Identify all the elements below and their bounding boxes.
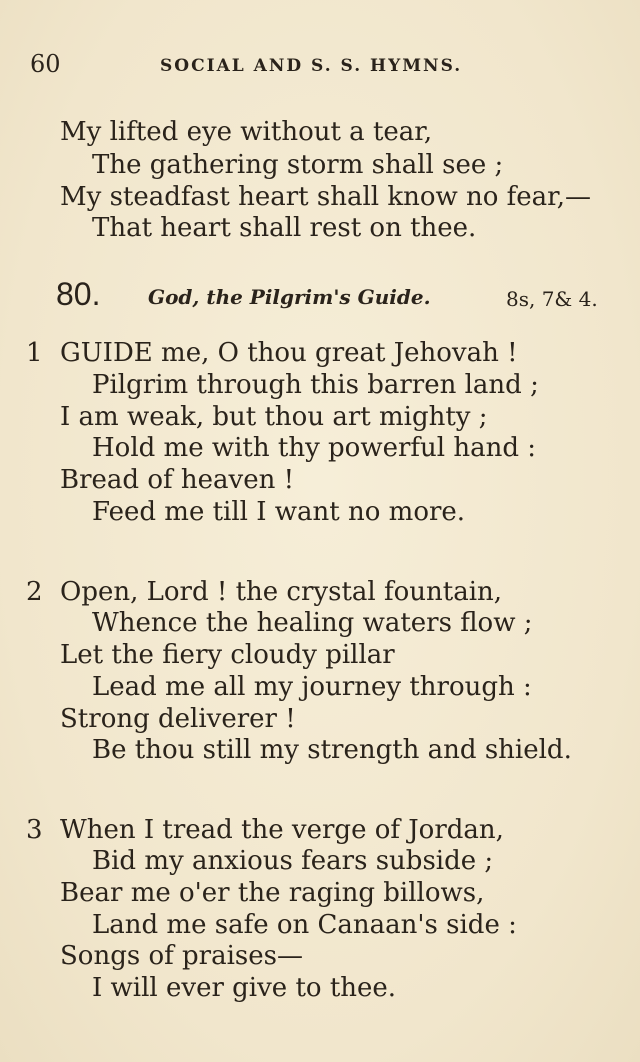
verse-line: Whence the healing waters flow ; xyxy=(92,608,533,638)
verse-line: Lead me all my journey through : xyxy=(92,672,532,702)
verse-line: Bear me o'er the raging billows, xyxy=(60,878,485,908)
verse-line: The gathering storm shall see ; xyxy=(92,150,504,180)
stanza-number: 2 xyxy=(26,577,43,607)
verse-line: I will ever give to thee. xyxy=(92,973,397,1003)
verse-line: Hold me with thy powerful hand : xyxy=(92,433,537,463)
verse-line: Songs of praises— xyxy=(60,941,303,971)
verse-line: My steadfast heart shall know no fear,— xyxy=(60,182,592,212)
verse-line: Pilgrim through this barren land ; xyxy=(92,370,539,400)
hymn-number: 80. xyxy=(56,276,101,312)
verse-line: Bread of heaven ! xyxy=(60,465,295,495)
verse-line: Strong deliverer ! xyxy=(60,704,296,734)
verse-line: Open, Lord ! the crystal fountain, xyxy=(60,577,503,607)
hymn-title: God, the Pilgrim's Guide. xyxy=(148,285,431,309)
stanza-number: 3 xyxy=(26,815,43,845)
verse-line: That heart shall rest on thee. xyxy=(92,213,477,243)
page-number: 60 xyxy=(30,50,61,78)
verse-line: My lifted eye without a tear, xyxy=(60,117,433,147)
verse-line: When I tread the verge of Jordan, xyxy=(60,815,504,845)
verse-line: GUIDE me, O thou great Jehovah ! xyxy=(60,338,518,368)
verse-line: Bid my anxious fears subside ; xyxy=(92,846,494,876)
verse-line: I am weak, but thou art mighty ; xyxy=(60,402,488,432)
verse-line: Land me safe on Canaan's side : xyxy=(92,910,517,940)
running-head: SOCIAL AND S. S. HYMNS. xyxy=(160,56,463,76)
verse-line: Feed me till I want no more. xyxy=(92,497,466,527)
stanza-number: 1 xyxy=(26,338,43,368)
verse-line: Let the fiery cloudy pillar xyxy=(60,640,395,670)
verse-line: Be thou still my strength and shield. xyxy=(92,735,572,765)
hymn-meter: 8s, 7& 4. xyxy=(506,287,598,311)
